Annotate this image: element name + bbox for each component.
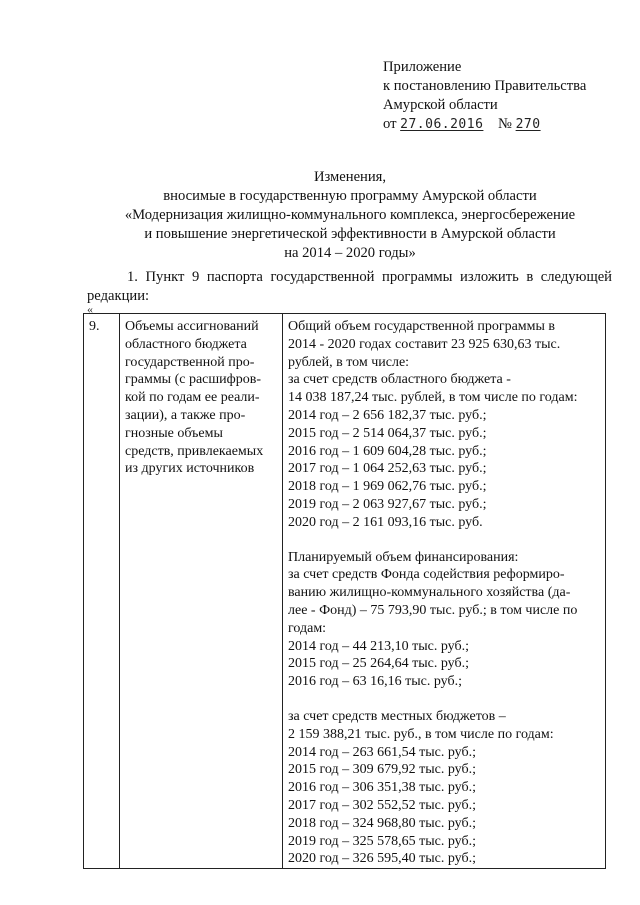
financing-line: 2016 год – 1 609 604,28 тыс. руб.; [288, 443, 487, 459]
description-line: государственной про- [125, 354, 255, 370]
description-line: из других источников [125, 461, 255, 477]
appendix-header [383, 58, 586, 134]
heading-line: Изменения, [313, 169, 387, 185]
financing-line: 2016 год – 63 16,16 тыс. руб.; [288, 674, 462, 690]
description-line: средств, привлекаемых [125, 443, 264, 459]
heading-line: и повышение энергетической эффективности в Амурской области [144, 226, 556, 242]
date-prefix: от [383, 116, 397, 132]
table-row [84, 314, 606, 869]
financing-line: 2017 год – 302 552,52 тыс. руб.; [288, 797, 476, 813]
financing-line: 2015 год – 2 514 064,37 тыс. руб.; [288, 425, 487, 441]
financing-line: годам: [288, 620, 327, 636]
financing-line: 2019 год – 325 578,65 тыс. руб.; [288, 833, 476, 849]
financing-line: Планируемый объем финансирования: [288, 549, 519, 565]
description-line: гнозные объемы [125, 425, 223, 441]
financing-line: 2015 год – 309 679,92 тыс. руб.; [288, 762, 476, 778]
description-line: Объемы ассигнований [125, 319, 259, 334]
appendix-date-line [383, 115, 586, 134]
heading-line: «Модернизация жилищно-коммунального комплекса, энергосбережение [124, 207, 576, 223]
financing-line: Общий объем государственной программы в [288, 319, 556, 334]
description-line: кой по годам ее реали- [125, 390, 260, 406]
financing-line: за счет средств областного бюджета - [288, 372, 511, 388]
financing-line: рублей, в том числе: [288, 354, 410, 370]
heading-line: вносимые в государственную программу Амурской области [163, 188, 537, 204]
resolution-date: 27.06.2016 [400, 117, 484, 132]
financing-line: 2 159 388,21 тыс. руб., в том числе по годам: [288, 726, 554, 742]
financing-block-regional [288, 318, 603, 532]
row-number: 9. [89, 319, 100, 334]
financing-block-fund [288, 549, 603, 691]
financing-cell [283, 314, 606, 869]
document-heading [80, 168, 620, 263]
financing-line: за счет средств местных бюджетов – [288, 708, 506, 724]
description-line: граммы (с расшифров- [125, 372, 262, 388]
body-paragraph [87, 268, 612, 306]
row-number-cell [84, 314, 120, 869]
financing-line: 2020 год – 2 161 093,16 тыс. руб. [288, 514, 483, 530]
financing-line: 2016 год – 306 351,38 тыс. руб.; [288, 780, 476, 796]
number-prefix: № [498, 116, 512, 132]
financing-line: 14 038 187,24 тыс. рублей, в том числе по годам: [288, 390, 578, 406]
appendix-title: Приложение [383, 59, 462, 75]
block-spacer [288, 691, 603, 708]
financing-line: 2014 год – 2 656 182,37 тыс. руб.; [288, 407, 487, 423]
passport-table [83, 313, 606, 869]
open-quote-mark: « [87, 302, 93, 316]
appendix-resolution: к постановлению Правительства [383, 78, 587, 94]
financing-line: 2017 год – 1 064 252,63 тыс. руб.; [288, 461, 487, 477]
block-spacer [288, 532, 603, 549]
financing-line: ванию жилищно-коммунального хозяйства (да- [288, 585, 571, 601]
description-cell [120, 314, 283, 869]
financing-line: 2020 год – 326 595,40 тыс. руб.; [288, 851, 476, 867]
resolution-number: 270 [515, 117, 541, 132]
description-line: областного бюджета [125, 336, 247, 352]
financing-block-local [288, 708, 603, 868]
description-line: зации), а также про- [125, 407, 246, 423]
financing-line: 2014 год – 44 213,10 тыс. руб.; [288, 638, 469, 654]
financing-line: за счет средств Фонда содействия реформиро- [288, 567, 565, 583]
financing-line: 2014 - 2020 годах составит 23 925 630,63 тыс. [288, 336, 561, 352]
financing-line: лее - Фонд) – 75 793,90 тыс. руб.; в том числе по [288, 602, 578, 618]
financing-line: 2014 год – 263 661,54 тыс. руб.; [288, 744, 476, 760]
heading-line: на 2014 – 2020 годы» [284, 245, 416, 261]
appendix-region: Амурской области [383, 97, 498, 113]
paragraph-line: редакции: [87, 288, 150, 304]
financing-line: 2019 год – 2 063 927,67 тыс. руб.; [288, 496, 487, 512]
paragraph-line: 1. Пункт 9 паспорта государственной программы изложить в следующей [127, 269, 612, 285]
financing-line: 2015 год – 25 264,64 тыс. руб.; [288, 656, 469, 672]
financing-line: 2018 год – 324 968,80 тыс. руб.; [288, 815, 476, 831]
financing-line: 2018 год – 1 969 062,76 тыс. руб.; [288, 479, 487, 495]
